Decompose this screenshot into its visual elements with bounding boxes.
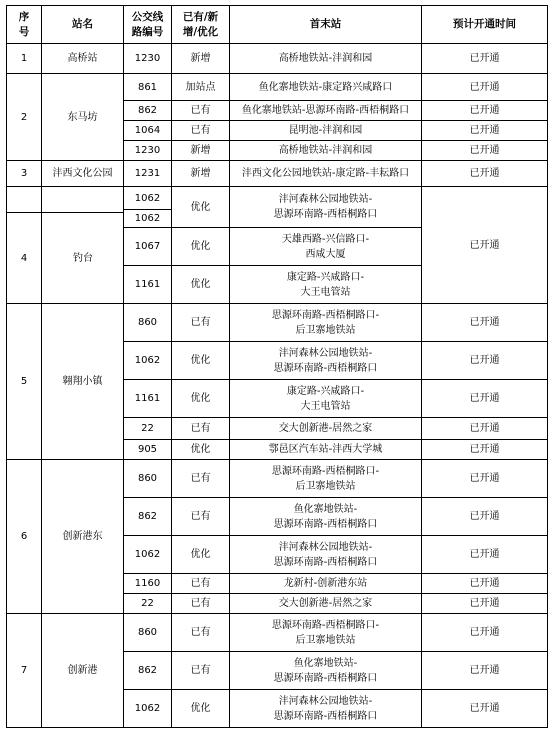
route-number: 862: [124, 101, 172, 121]
route-number: 1161: [124, 380, 172, 418]
route-terminals: 沣西文化公园地铁站-康定路-丰耘路口: [230, 161, 422, 187]
route-number: 1161: [124, 266, 172, 304]
opening-time: 已开通: [422, 304, 548, 342]
route-status: 已有: [172, 574, 230, 594]
route-terminals: 天雄西路-兴信路口- 西咸大厦: [230, 228, 422, 266]
table-row: [7, 187, 548, 210]
route-terminals: 交大创新港-居然之家: [230, 594, 422, 614]
table-row: [7, 304, 548, 342]
opening-time: 已开通: [422, 614, 548, 652]
opening-time: 已开通: [422, 574, 548, 594]
opening-time: 已开通: [422, 74, 548, 101]
route-terminals: 沣河森林公园地铁站- 思源环南路-西梧桐路口: [230, 690, 422, 728]
route-number: 1062: [124, 342, 172, 380]
route-number: 1231: [124, 161, 172, 187]
station-name: 钓台: [73, 253, 93, 264]
route-status: 已有: [172, 121, 230, 141]
route-number: 861: [124, 74, 172, 101]
route-terminals: 沣河森林公园地铁站- 思源环南路-西梧桐路口: [230, 536, 422, 574]
opening-time: 已开通: [422, 44, 548, 74]
route-status: 已有: [172, 460, 230, 498]
route-number: 862: [124, 652, 172, 690]
bus-route-table-container: [6, 5, 547, 728]
route-number: 862: [124, 498, 172, 536]
route-status: 已有: [172, 614, 230, 652]
route-number: 860: [124, 614, 172, 652]
route-number: 905: [124, 440, 172, 460]
route-status: 新增: [172, 161, 230, 187]
route-number: 1062: [124, 536, 172, 574]
route-status: 已有: [172, 498, 230, 536]
route-status: 加站点: [172, 74, 230, 101]
route-number: 1067: [124, 228, 172, 266]
station-name: 创新港东: [42, 460, 124, 614]
opening-time: 已开通: [422, 536, 548, 574]
header-no: 序 号: [7, 6, 42, 44]
route-status: 优化: [172, 187, 230, 228]
route-terminals: 鄠邑区汽车站-沣西大学城: [230, 440, 422, 460]
route-terminals: 鱼化寨地铁站-康定路兴咸路口: [230, 74, 422, 101]
route-number: 22: [124, 418, 172, 440]
row-number: 1: [7, 44, 42, 74]
route-status: 优化: [172, 440, 230, 460]
route-terminals: 思源环南路-西梧桐路口- 后卫寨地铁站: [230, 460, 422, 498]
header-time: 预计开通时间: [422, 6, 548, 44]
route-terminals: 鱼化寨地铁站-思源环南路-西梧桐路口: [230, 101, 422, 121]
row-number-empty: [7, 187, 42, 304]
route-terminals: 沣河森林公园地铁站- 思源环南路-西梧桐路口: [230, 187, 422, 228]
route-terminals: 鱼化寨地铁站- 思源环南路-西梧桐路口: [230, 498, 422, 536]
bus-route-table: [6, 5, 548, 728]
route-number: 860: [124, 304, 172, 342]
opening-time: 已开通: [422, 594, 548, 614]
route-terminals: 思源环南路-西梧桐路口- 后卫寨地铁站: [230, 304, 422, 342]
station-divider: [6, 212, 124, 213]
opening-time: 已开通: [422, 652, 548, 690]
header-route: 公交线 路编号: [124, 6, 172, 44]
station-name: 翱翔小镇: [42, 304, 124, 460]
route-terminals: 高桥地铁站-沣润和园: [230, 44, 422, 74]
header-status: 已有/新 增/优化: [172, 6, 230, 44]
table-row: [7, 44, 548, 74]
opening-time: 已开通: [422, 141, 548, 161]
station-name: 高桥站: [42, 44, 124, 74]
route-terminals: 鱼化寨地铁站- 思源环南路-西梧桐路口: [230, 652, 422, 690]
route-terminals: 高桥地铁站-沣润和园: [230, 141, 422, 161]
row-number: 3: [7, 161, 42, 187]
route-number: 22: [124, 594, 172, 614]
header-station: 站名: [42, 6, 124, 44]
station-name: 东马坊: [42, 74, 124, 161]
route-status: 优化: [172, 228, 230, 266]
table-row: [7, 161, 548, 187]
opening-time: 已开通: [422, 690, 548, 728]
row-number: 6: [7, 460, 42, 614]
opening-time: 已开通: [422, 161, 548, 187]
station-name-empty: [42, 187, 124, 304]
row-number: 7: [7, 614, 42, 728]
table-row: [7, 460, 548, 498]
header-terminals: 首末站: [230, 6, 422, 44]
station-name: 创新港: [42, 614, 124, 728]
route-number: 1062: [124, 690, 172, 728]
row-number: 2: [7, 74, 42, 161]
route-status: 已有: [172, 418, 230, 440]
route-terminals: 昆明池-沣润和园: [230, 121, 422, 141]
table-row: [7, 614, 548, 652]
route-status: 已有: [172, 652, 230, 690]
opening-time: 已开通: [422, 440, 548, 460]
route-terminals: 沣河森林公园地铁站- 思源环南路-西梧桐路口: [230, 342, 422, 380]
opening-time: 已开通: [422, 498, 548, 536]
route-number: 860: [124, 460, 172, 498]
route-terminals: 龙新村-创新港东站: [230, 574, 422, 594]
route-status: 优化: [172, 380, 230, 418]
opening-time: 已开通: [422, 187, 548, 304]
route-number: 1230: [124, 44, 172, 74]
row-number: 5: [7, 304, 42, 460]
route-number: 1064: [124, 121, 172, 141]
station-name: 沣西文化公园: [42, 161, 124, 187]
route-status: 优化: [172, 536, 230, 574]
route-status: 新增: [172, 141, 230, 161]
route-status: 已有: [172, 101, 230, 121]
route-terminals: 思源环南路-西梧桐路口- 后卫寨地铁站: [230, 614, 422, 652]
opening-time: 已开通: [422, 380, 548, 418]
route-number: 1230: [124, 141, 172, 161]
route-number: 1062: [124, 187, 172, 210]
route-status: 优化: [172, 266, 230, 304]
route-number: 1062: [124, 210, 172, 228]
route-status: 已有: [172, 594, 230, 614]
route-terminals: 康定路-兴咸路口- 大王电管站: [230, 380, 422, 418]
route-terminals: 交大创新港-居然之家: [230, 418, 422, 440]
header-row: [7, 6, 548, 44]
table-row: [7, 74, 548, 101]
opening-time: 已开通: [422, 418, 548, 440]
route-status: 新增: [172, 44, 230, 74]
route-terminals: 康定路-兴咸路口- 大王电管站: [230, 266, 422, 304]
route-status: 优化: [172, 690, 230, 728]
route-status: 优化: [172, 342, 230, 380]
route-status: 已有: [172, 304, 230, 342]
row-number: 4: [20, 253, 28, 264]
opening-time: 已开通: [422, 460, 548, 498]
route-number: 1160: [124, 574, 172, 594]
opening-time: 已开通: [422, 121, 548, 141]
opening-time: 已开通: [422, 101, 548, 121]
opening-time: 已开通: [422, 342, 548, 380]
